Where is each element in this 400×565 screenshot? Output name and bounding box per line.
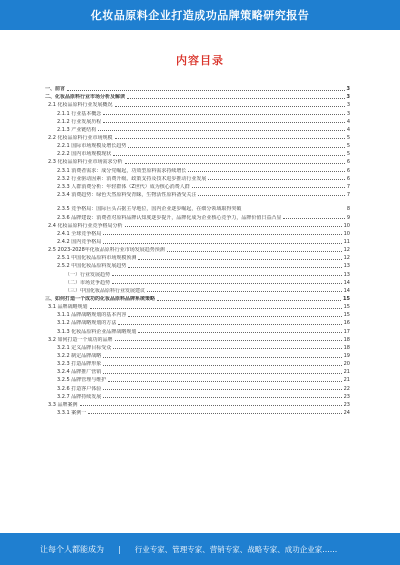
toc-dot-leader xyxy=(112,283,342,284)
toc-entry-label: （一）行业发展趋势 xyxy=(65,271,111,278)
toc-entry[interactable] xyxy=(45,408,350,416)
toc-entry-page: 23 xyxy=(343,393,350,400)
toc-entry-page: 6 xyxy=(346,167,350,174)
toc-dot-leader xyxy=(125,163,345,164)
toc-entry-page: 19 xyxy=(343,353,350,359)
toc-entry[interactable] xyxy=(45,84,350,92)
toc-entry-label: 2.3.2 行业驱动因素：消费升级、政策支持及技术进步推动行业发展 xyxy=(57,175,207,182)
toc-entry-label: 3.1.2 品牌战略规划的方法 xyxy=(57,320,117,327)
toc-entry[interactable] xyxy=(45,286,350,294)
toc-dot-leader xyxy=(138,259,341,260)
toc-dot-leader xyxy=(127,98,345,99)
toc-entry-page: 8 xyxy=(346,206,350,213)
toc-entry-label: 3.2.7 品牌持续发展 xyxy=(57,393,102,400)
toc-entry-page: 6 xyxy=(346,159,350,166)
toc-entry-label: 2.2.1 国际市场规模及增长趋势 xyxy=(57,143,127,150)
toc-dot-leader xyxy=(167,251,342,252)
toc-entry-page: 12 xyxy=(343,247,350,254)
toc-dot-leader xyxy=(118,324,341,325)
toc-entry[interactable] xyxy=(45,165,350,173)
toc-entry-label: 2.4.2 国内竞争格局 xyxy=(57,239,102,246)
toc-entry-label: 2.3.1 消费者需求：成分党崛起，功效型原料需求持续增长 xyxy=(57,167,187,174)
toc-entry-label: 2.3 化妆品原料行业市场需求分析 xyxy=(48,159,123,166)
toc-entry-page: 23 xyxy=(343,401,350,408)
toc-entry-label: 2.1.1 行业基本概念 xyxy=(57,110,102,117)
toc-entry-page: 7 xyxy=(346,191,350,198)
toc-entry-label: 2.2.2 国内市场规模现状 xyxy=(57,151,112,158)
toc-dot-leader xyxy=(103,114,345,115)
toc-dot-leader xyxy=(138,332,341,333)
toc-entry-page: 3 xyxy=(346,102,350,109)
toc-entry-label: 2.1 化妆品原料行业发展概况 xyxy=(48,102,113,109)
toc-entry-page: 14 xyxy=(343,287,350,294)
toc-entry-label: 3.3 品牌案例 xyxy=(48,401,78,408)
toc-entry[interactable] xyxy=(45,221,350,229)
toc-entry-page: 5 xyxy=(346,143,350,150)
toc-entry-page: 20 xyxy=(343,361,350,368)
toc-dot-leader xyxy=(80,405,342,406)
toc-entry-page: 11 xyxy=(343,239,350,246)
toc-dot-leader xyxy=(128,316,341,317)
toc-entry-page: 15 xyxy=(343,312,350,319)
toc-entry[interactable] xyxy=(45,383,350,391)
toc-entry-label: 3.1.3 化妆品原料企业品牌战略规划 xyxy=(57,328,137,335)
toc-entry-page: 4 xyxy=(346,126,350,133)
toc-dot-leader xyxy=(115,138,345,139)
toc-entry-label: 3.3.1 案例一 xyxy=(57,409,87,416)
toc-entry-label: 3.2 如何打造一个成功的品牌 xyxy=(48,336,113,343)
toc-entry-label: 二、化妆品原料行业市场分析及解读 xyxy=(45,94,126,101)
toc-dot-leader xyxy=(198,195,344,196)
toc-dot-leader xyxy=(103,357,341,358)
toc-entry[interactable] xyxy=(45,174,350,182)
toc-entry-label: 3.2.1 定义品牌目标受众 xyxy=(57,344,112,351)
toc-dot-leader xyxy=(103,243,341,244)
toc-dot-leader xyxy=(103,373,341,374)
toc-entry-page: 3 xyxy=(346,86,350,93)
toc-dot-leader xyxy=(128,147,344,148)
toc-dot-leader xyxy=(67,90,345,91)
toc-entry-page: 17 xyxy=(343,328,350,335)
toc-entry[interactable] xyxy=(45,100,350,108)
toc-entry-page: 16 xyxy=(343,320,350,327)
toc-dot-leader xyxy=(90,308,342,309)
toc-entry[interactable] xyxy=(45,237,350,245)
toc-entry-page: 7 xyxy=(346,183,350,190)
toc-entry[interactable] xyxy=(45,343,350,351)
footer-separator: | xyxy=(118,544,121,554)
toc-dot-leader xyxy=(157,300,341,301)
toc-entry-label: 3.2.6 打造客户体验 xyxy=(57,385,102,392)
toc-entry[interactable] xyxy=(45,108,350,116)
toc-entry-page: 5 xyxy=(346,134,350,141)
toc-entry-page: 6 xyxy=(346,175,350,182)
toc-entry-page: 12 xyxy=(343,255,350,262)
toc-entry[interactable] xyxy=(45,367,350,375)
toc-entry-label: 一、前言 xyxy=(45,86,66,93)
toc-entry-label: 2.3.6 品牌建设：消费者对原料品牌认知度逐步提升，品牌化成为企业核心竞争力，品牌价值日益凸显 xyxy=(57,214,282,221)
toc-entry[interactable] xyxy=(45,149,350,157)
toc-dot-leader xyxy=(208,179,344,180)
toc-entry-page: 13 xyxy=(343,263,350,270)
toc-entry-label: 2.3.5 竞争格局：国际巨头占据主导地位，国内企业逐步崛起，在细分领域取得突破 xyxy=(57,205,242,212)
toc-entry[interactable] xyxy=(45,269,350,277)
toc-entry-label: 2.5 2023-2028年化妆品原料行业市场发展趋势预测 xyxy=(48,247,165,254)
toc-entry-label: 2.5.1 中国化妆品原料市场规模预测 xyxy=(57,255,137,262)
toc-entry-label: 2.5.2 中国化妆品原料发展趋势 xyxy=(57,263,127,270)
toc-entry-label: 3.1 品牌战略规划 xyxy=(48,304,88,311)
toc-entry-page: 9 xyxy=(346,214,350,221)
toc-dot-leader xyxy=(103,234,341,235)
toc-dot-leader xyxy=(113,348,341,349)
toc-entry[interactable] xyxy=(45,212,350,220)
toc-entry[interactable] xyxy=(45,245,350,253)
toc-entry-page: 13 xyxy=(343,271,350,278)
toc-entry-label: 2.4.1 全球竞争格局 xyxy=(57,230,102,237)
toc-entry-label: 3.2.4 品牌推广营销 xyxy=(57,369,102,376)
toc-entry[interactable] xyxy=(45,133,350,141)
toc-entry[interactable] xyxy=(45,253,350,261)
toc-dot-leader xyxy=(283,218,344,219)
toc-entry-page: 3 xyxy=(346,94,350,101)
toc-dot-leader xyxy=(98,130,345,131)
toc-dot-leader xyxy=(88,413,341,414)
toc-entry[interactable] xyxy=(45,351,350,359)
toc-entry[interactable] xyxy=(45,229,350,237)
toc-entry-label: 2.2 化妆品原料行业市场规模 xyxy=(48,134,113,141)
toc-entry-page: 15 xyxy=(343,296,350,303)
toc-dot-leader xyxy=(103,397,341,398)
toc-entry-page: 10 xyxy=(343,222,350,229)
toc-entry[interactable] xyxy=(45,310,350,318)
toc-dot-leader xyxy=(108,381,341,382)
toc-entry[interactable] xyxy=(45,359,350,367)
toc-entry-page: 24 xyxy=(343,409,350,416)
toc-entry[interactable] xyxy=(45,375,350,383)
toc-dot-leader xyxy=(192,187,345,188)
footer-roles: 行业专家、管理专家、营销专家、战略专家、成功企业家…… xyxy=(134,544,338,554)
toc-entry-label: 2.3.3 人群消费分析：年轻群体（Z世代）成为核心消费人群 xyxy=(57,183,190,190)
toc-entry-label: 2.4 化妆品原料行业竞争格局分析 xyxy=(48,222,123,229)
toc-entry[interactable] xyxy=(45,190,350,198)
toc-dot-leader xyxy=(103,122,345,123)
toc-entry-label: （三）中国化妆品原料行业发展建议 xyxy=(65,287,146,294)
toc-entry-page: 4 xyxy=(346,118,350,125)
toc-dot-leader xyxy=(115,106,345,107)
toc-dot-leader xyxy=(115,340,342,341)
toc-entry-label: 3.1.1 品牌战略规划的基本内容 xyxy=(57,312,127,319)
toc-entry[interactable] xyxy=(45,400,350,408)
toc-entry-label: 3.2.3 打造品牌形象 xyxy=(57,361,102,368)
toc-dot-leader xyxy=(128,267,341,268)
table-of-contents xyxy=(45,84,350,416)
toc-entry[interactable] xyxy=(45,302,350,310)
toc-entry-page: 22 xyxy=(343,385,350,392)
toc-entry[interactable] xyxy=(45,278,350,286)
toc-entry[interactable] xyxy=(45,261,350,269)
toc-entry[interactable] xyxy=(45,198,350,213)
toc-entry[interactable] xyxy=(45,141,350,149)
toc-entry-label: 2.3.4 消费趋势：绿色天然原料受青睐，生物活性原料备受关注 xyxy=(57,191,197,198)
toc-entry-page: 14 xyxy=(343,279,350,286)
toc-entry-label: （二）市场竞争趋势 xyxy=(65,279,111,286)
toc-dot-leader xyxy=(103,365,341,366)
toc-entry-label: 3.2.2 制定品牌战略 xyxy=(57,353,102,359)
toc-entry[interactable] xyxy=(45,182,350,190)
toc-dot-leader xyxy=(147,291,342,292)
toc-entry-label: 2.1.2 行业发展历程 xyxy=(57,118,102,125)
toc-dot-leader xyxy=(188,171,344,172)
toc-title: 内容目录 xyxy=(176,54,224,67)
toc-entry[interactable] xyxy=(45,294,350,302)
footer-slogan: 让每个人都能成为 xyxy=(40,544,104,554)
toc-dot-leader xyxy=(113,155,345,156)
toc-entry-page: 21 xyxy=(343,377,350,384)
toc-entry[interactable] xyxy=(45,318,350,326)
toc-entry[interactable] xyxy=(45,92,350,100)
toc-entry-page: 18 xyxy=(343,336,350,343)
toc-entry[interactable] xyxy=(45,326,350,334)
toc-entry[interactable] xyxy=(45,125,350,133)
toc-entry-page: 3 xyxy=(346,110,350,117)
toc-entry-page: 10 xyxy=(343,230,350,237)
toc-entry-label: 3.2.5 品牌管理与维护 xyxy=(57,377,107,384)
report-footer xyxy=(0,533,400,565)
toc-entry[interactable] xyxy=(45,117,350,125)
toc-entry[interactable] xyxy=(45,392,350,400)
toc-entry-page: 18 xyxy=(343,344,350,351)
toc-entry-page: 21 xyxy=(343,369,350,376)
toc-entry-label: 三、如何打造一个成功的化妆品原料品牌系统策略 xyxy=(45,296,156,303)
toc-entry-label: 2.1.3 产业链结构 xyxy=(57,126,97,133)
toc-dot-leader xyxy=(125,226,342,227)
report-title: 化妆品原料企业打造成功品牌策略研究报告 xyxy=(90,9,310,22)
report-header xyxy=(0,0,400,30)
toc-dot-leader xyxy=(103,389,341,390)
toc-entry[interactable] xyxy=(45,157,350,165)
toc-entry-page: 5 xyxy=(346,151,350,158)
toc-entry-page: 15 xyxy=(343,304,350,311)
toc-dot-leader xyxy=(112,275,342,276)
toc-entry[interactable] xyxy=(45,335,350,343)
